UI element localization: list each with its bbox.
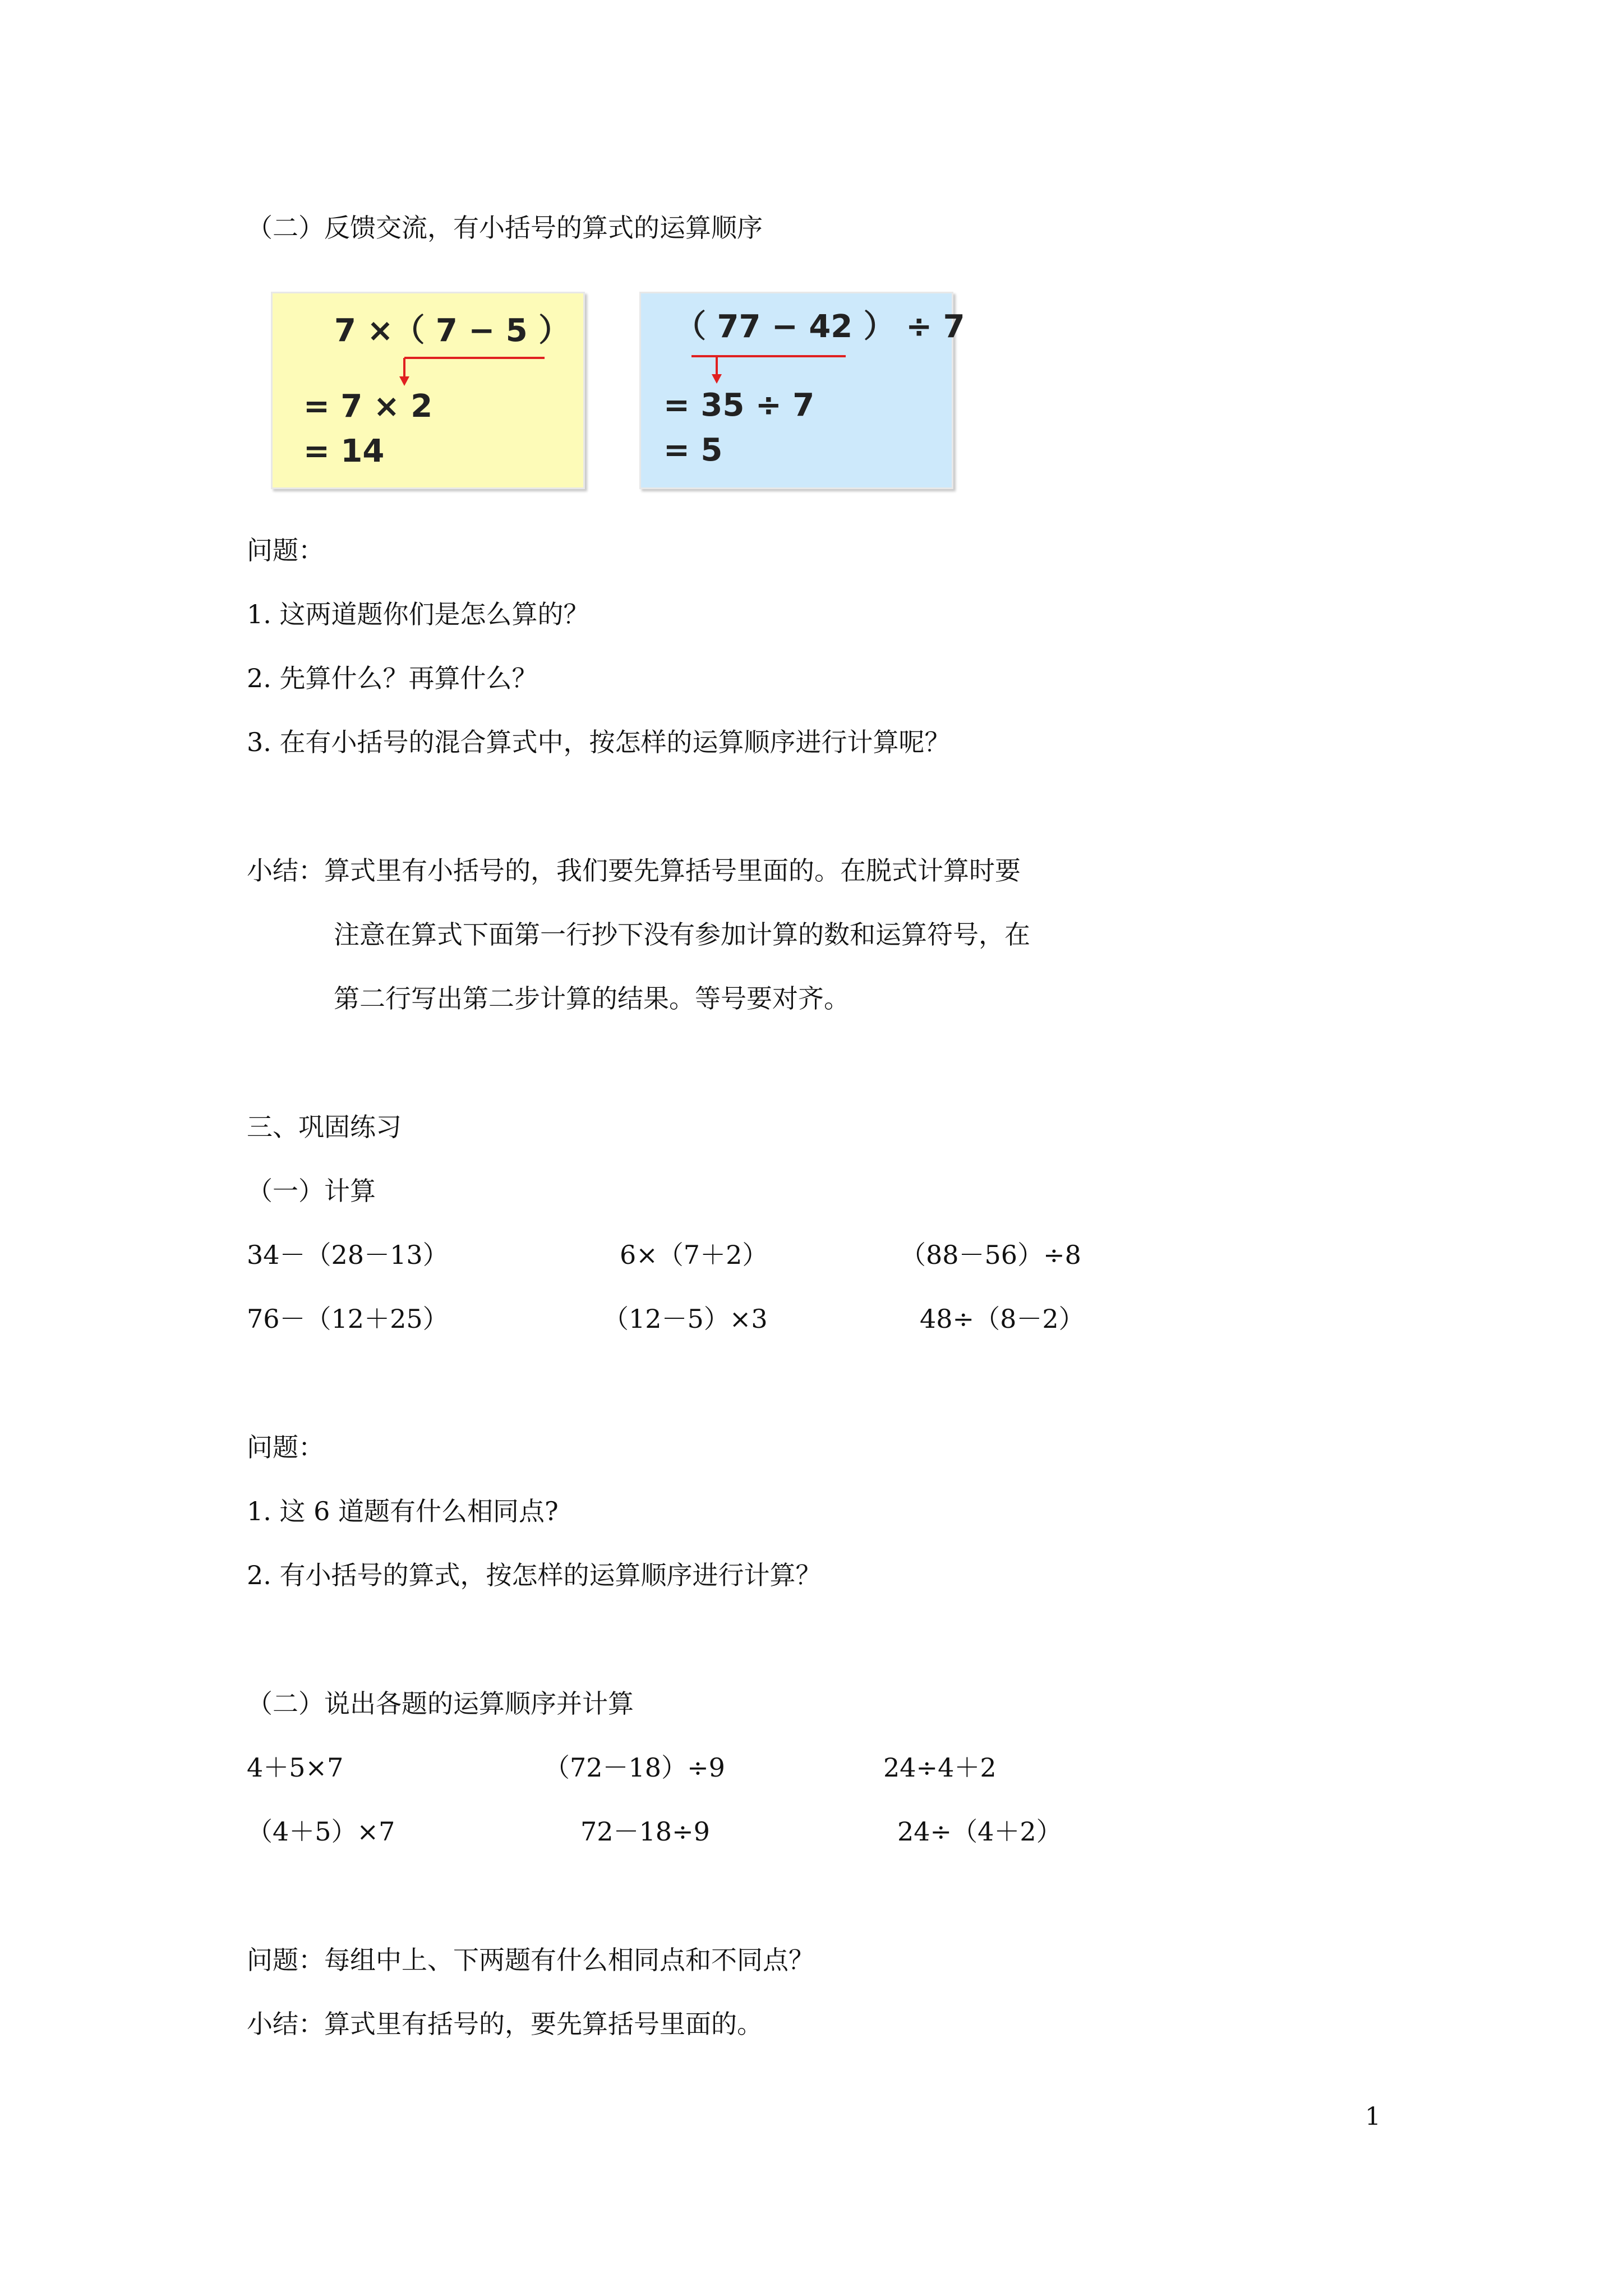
exercise-expression: （4＋5）×7 [247, 1816, 395, 1847]
exercise-expression: 76－（12＋25） [247, 1304, 449, 1334]
questions-heading: 问题： [247, 535, 324, 565]
expression-line-2: = 35 ÷ 7 [663, 387, 815, 424]
question-item: 2. 有小括号的算式，按怎样的运算顺序进行计算？ [247, 1560, 822, 1590]
exercise-expression: 24÷4＋2 [883, 1752, 997, 1783]
question-item: 1. 这两道题你们是怎么算的？ [247, 599, 589, 629]
exercise-expression: 24÷（4＋2） [897, 1816, 1062, 1847]
subsection-title: （二）说出各题的运算顺序并计算 [247, 1688, 634, 1719]
questions-heading: 问题： [247, 1432, 324, 1462]
exercise-expression: （12－5）×3 [603, 1304, 768, 1334]
exercise-expression: （72－18）÷9 [544, 1752, 725, 1783]
question-item: 1. 这 6 道题有什么相同点? [247, 1496, 559, 1526]
expression-line-2: = 7 × 2 [303, 388, 433, 425]
summary-line: 第二行写出第二步计算的结果。等号要对齐。 [334, 983, 850, 1014]
subsection-title: （一）计算 [247, 1176, 376, 1206]
exercise-expression: 4＋5×7 [247, 1752, 344, 1783]
section-title: 三、巩固练习 [247, 1112, 402, 1142]
question-item: 3. 在有小括号的混合算式中，按怎样的运算顺序进行计算呢？ [247, 727, 951, 757]
section-title: （二）反馈交流，有小括号的算式的运算顺序 [247, 213, 763, 243]
exercise-expression: （88－56）÷8 [900, 1240, 1081, 1270]
exercise-expression: 34－（28－13） [247, 1240, 449, 1270]
expression-line-1: 7 ×（ 7 − 5 ） [334, 312, 570, 349]
example-figure-left [271, 292, 585, 489]
question-compare: 问题：每组中上、下两题有什么相同点和不同点？ [247, 1945, 814, 1975]
summary-line: 注意在算式下面第一行抄下没有参加计算的数和运算符号，在 [334, 919, 1030, 950]
exercise-expression: 72－18÷9 [580, 1816, 710, 1847]
exercise-expression: 6×（7＋2） [620, 1240, 768, 1270]
expression-line-3: = 14 [303, 433, 385, 470]
example-figure-right [639, 292, 965, 489]
summary-line: 小结：算式里有小括号的，我们要先算括号里面的。在脱式计算时要 [247, 855, 1021, 886]
question-item: 2. 先算什么？再算什么？ [247, 663, 538, 693]
expression-line-1: （ 77 − 42 ） ÷ 7 [675, 309, 965, 345]
expression-line-3: = 5 [663, 432, 723, 468]
summary-line: 小结：算式里有括号的，要先算括号里面的。 [247, 2009, 763, 2039]
page-number: 1 [1365, 2102, 1381, 2131]
exercise-expression: 48÷（8－2） [920, 1304, 1085, 1334]
